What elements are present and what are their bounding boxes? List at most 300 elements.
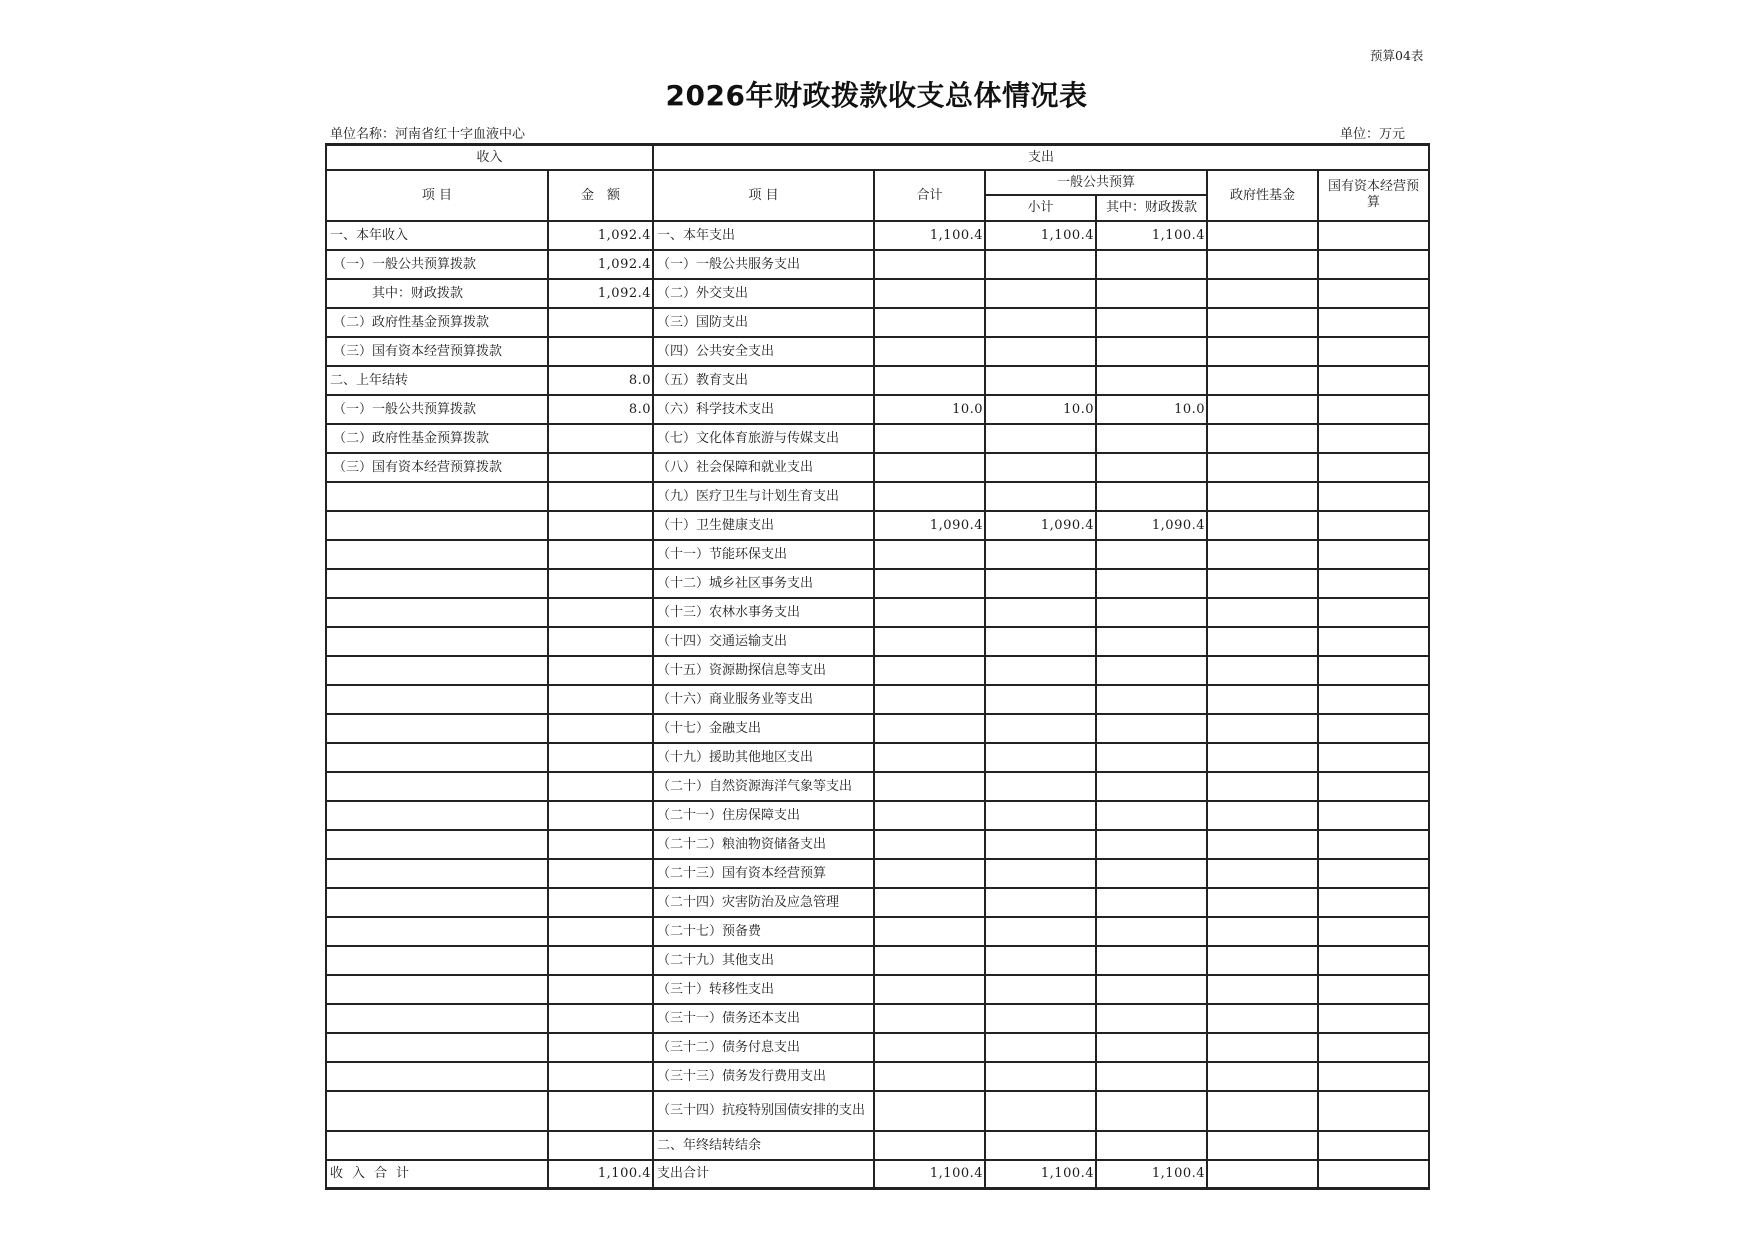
expense-item-cell: （三）国防支出 [653, 308, 874, 337]
gov-fund-cell [1207, 1062, 1318, 1091]
table-row [326, 366, 1429, 395]
table-row [326, 598, 1429, 627]
income-item-cell [326, 685, 548, 714]
table-row [326, 569, 1429, 598]
state-capital-cell [1318, 1062, 1429, 1091]
gov-fund-cell [1207, 975, 1318, 1004]
gov-fund-cell [1207, 337, 1318, 366]
income-item-cell [326, 1091, 548, 1131]
expense-total-cell [874, 250, 985, 279]
general-budget-subtotal-cell [985, 1091, 1096, 1131]
income-item-cell [326, 569, 548, 598]
gov-fund-cell [1207, 569, 1318, 598]
gov-fund-cell [1207, 1131, 1318, 1160]
gov-fund-cell [1207, 308, 1318, 337]
income-amount-cell [548, 772, 653, 801]
income-amount-cell [548, 946, 653, 975]
total-state-capital-cell [1318, 1160, 1429, 1189]
state-capital-cell [1318, 221, 1429, 250]
state-capital-cell [1318, 366, 1429, 395]
general-budget-subtotal-cell [985, 975, 1096, 1004]
state-capital-cell [1318, 743, 1429, 772]
total-expense-total-cell: 1,100.4 [874, 1160, 985, 1189]
table-row [326, 830, 1429, 859]
gov-fund-cell [1207, 482, 1318, 511]
expense-item-cell: 一、本年支出 [653, 221, 874, 250]
table-row [326, 946, 1429, 975]
col-expense-item: 项 目 [653, 170, 874, 221]
gov-fund-cell [1207, 453, 1318, 482]
fiscal-appropriation-cell [1096, 1091, 1207, 1131]
fiscal-appropriation-cell [1096, 714, 1207, 743]
fiscal-appropriation-cell [1096, 308, 1207, 337]
general-budget-subtotal-cell [985, 279, 1096, 308]
general-budget-subtotal-cell [985, 801, 1096, 830]
state-capital-cell [1318, 859, 1429, 888]
gov-fund-cell [1207, 946, 1318, 975]
col-of-which-fiscal: 其中：财政拨款 [1096, 195, 1207, 221]
table-row [326, 337, 1429, 366]
general-budget-subtotal-cell [985, 424, 1096, 453]
income-item-cell [326, 801, 548, 830]
state-capital-cell [1318, 888, 1429, 917]
total-general-budget-subtotal-cell: 1,100.4 [985, 1160, 1096, 1189]
fiscal-appropriation-cell [1096, 888, 1207, 917]
expense-item-cell: （二十三）国有资本经营预算 [653, 859, 874, 888]
expense-item-cell: （十）卫生健康支出 [653, 511, 874, 540]
state-capital-cell [1318, 250, 1429, 279]
expense-item-cell: （三十二）债务付息支出 [653, 1033, 874, 1062]
expense-total-cell [874, 1004, 985, 1033]
table-row [326, 221, 1429, 250]
fiscal-appropriation-cell [1096, 946, 1207, 975]
fiscal-appropriation-cell: 1,090.4 [1096, 511, 1207, 540]
income-item-cell [326, 830, 548, 859]
gov-fund-cell [1207, 888, 1318, 917]
state-capital-cell [1318, 569, 1429, 598]
fiscal-appropriation-cell [1096, 250, 1207, 279]
general-budget-subtotal-cell [985, 1131, 1096, 1160]
general-budget-subtotal-cell [985, 830, 1096, 859]
expense-total-cell [874, 685, 985, 714]
income-amount-cell [548, 801, 653, 830]
income-amount-cell [548, 1131, 653, 1160]
income-item-cell [326, 511, 548, 540]
general-budget-subtotal-cell [985, 888, 1096, 917]
state-capital-cell [1318, 917, 1429, 946]
col-general-budget: 一般公共预算 [985, 170, 1207, 195]
expense-item-cell: （二十二）粮油物资储备支出 [653, 830, 874, 859]
expense-item-cell: （二十）自然资源海洋气象等支出 [653, 772, 874, 801]
income-item-cell [326, 772, 548, 801]
expense-total-cell [874, 279, 985, 308]
expense-total-cell [874, 598, 985, 627]
expense-total-cell [874, 1091, 985, 1131]
income-amount-cell [548, 975, 653, 1004]
expense-total-cell: 10.0 [874, 395, 985, 424]
state-capital-cell [1318, 424, 1429, 453]
general-budget-subtotal-cell [985, 569, 1096, 598]
general-budget-subtotal-cell [985, 337, 1096, 366]
expense-item-cell: 二、年终结转结余 [653, 1131, 874, 1160]
income-amount-cell [548, 685, 653, 714]
table-row [326, 279, 1429, 308]
state-capital-cell [1318, 540, 1429, 569]
expense-total-cell [874, 946, 985, 975]
expense-total-cell [874, 366, 985, 395]
expense-total-cell [874, 917, 985, 946]
expense-total-cell [874, 656, 985, 685]
state-capital-cell [1318, 395, 1429, 424]
fiscal-appropriation-cell [1096, 1131, 1207, 1160]
col-state-capital: 国有资本经营预算 [1318, 170, 1429, 221]
expense-total-cell [874, 569, 985, 598]
income-item-cell [326, 888, 548, 917]
expense-item-cell: （三十）转移性支出 [653, 975, 874, 1004]
table-row [326, 1131, 1429, 1160]
fiscal-appropriation-cell [1096, 424, 1207, 453]
income-amount-cell [548, 1033, 653, 1062]
table-row [326, 1004, 1429, 1033]
expense-item-cell: （二十七）预备费 [653, 917, 874, 946]
general-budget-subtotal-cell [985, 627, 1096, 656]
expense-total-cell: 1,100.4 [874, 221, 985, 250]
fiscal-appropriation-cell [1096, 366, 1207, 395]
budget-table [325, 143, 1430, 1190]
income-amount-cell [548, 598, 653, 627]
income-amount-cell [548, 1062, 653, 1091]
total-gov-fund-cell [1207, 1160, 1318, 1189]
table-row [326, 627, 1429, 656]
expense-total-cell [874, 801, 985, 830]
gov-fund-cell [1207, 830, 1318, 859]
income-item-cell [326, 482, 548, 511]
income-item-cell [326, 975, 548, 1004]
table-row [326, 250, 1429, 279]
col-income-amount: 金 额 [548, 170, 653, 221]
expense-item-cell: （十七）金融支出 [653, 714, 874, 743]
table-row [326, 656, 1429, 685]
table-row [326, 308, 1429, 337]
table-row [326, 424, 1429, 453]
table-row [326, 540, 1429, 569]
expense-total-cell [874, 627, 985, 656]
table-row [326, 395, 1429, 424]
income-item-cell: （一）一般公共预算拨款 [326, 250, 548, 279]
expense-item-cell: （十四）交通运输支出 [653, 627, 874, 656]
state-capital-cell [1318, 1004, 1429, 1033]
section-header-row [326, 145, 1429, 170]
fiscal-appropriation-cell [1096, 453, 1207, 482]
general-budget-subtotal-cell: 10.0 [985, 395, 1096, 424]
table-row [326, 801, 1429, 830]
expense-total-cell [874, 772, 985, 801]
gov-fund-cell [1207, 917, 1318, 946]
expense-total-cell: 1,090.4 [874, 511, 985, 540]
expense-total-cell [874, 1062, 985, 1091]
form-number: 预算04表 [1370, 48, 1424, 63]
income-amount-cell: 1,092.4 [548, 250, 653, 279]
income-amount-cell [548, 308, 653, 337]
table-row [326, 453, 1429, 482]
state-capital-cell [1318, 714, 1429, 743]
state-capital-cell [1318, 1131, 1429, 1160]
expense-item-cell: （十九）援助其他地区支出 [653, 743, 874, 772]
income-amount-cell [548, 656, 653, 685]
expense-item-cell: （五）教育支出 [653, 366, 874, 395]
gov-fund-cell [1207, 1091, 1318, 1131]
total-fiscal-appropriation-cell: 1,100.4 [1096, 1160, 1207, 1189]
expense-section-header: 支出 [653, 145, 1429, 170]
fiscal-appropriation-cell [1096, 656, 1207, 685]
income-amount-cell [548, 511, 653, 540]
income-item-cell [326, 1131, 548, 1160]
fiscal-appropriation-cell [1096, 279, 1207, 308]
expense-item-cell: （七）文化体育旅游与传媒支出 [653, 424, 874, 453]
fiscal-appropriation-cell [1096, 337, 1207, 366]
fiscal-appropriation-cell [1096, 975, 1207, 1004]
gov-fund-cell [1207, 598, 1318, 627]
income-item-cell [326, 743, 548, 772]
income-item-cell [326, 1062, 548, 1091]
general-budget-subtotal-cell [985, 656, 1096, 685]
state-capital-cell [1318, 1091, 1429, 1131]
income-item-cell [326, 1033, 548, 1062]
table-row [326, 482, 1429, 511]
gov-fund-cell [1207, 424, 1318, 453]
general-budget-subtotal-cell [985, 1004, 1096, 1033]
col-total: 合计 [874, 170, 985, 221]
expense-total-cell [874, 888, 985, 917]
table-row [326, 888, 1429, 917]
fiscal-appropriation-cell [1096, 685, 1207, 714]
income-item-cell [326, 1004, 548, 1033]
income-amount-cell: 1,092.4 [548, 279, 653, 308]
income-amount-cell [548, 540, 653, 569]
gov-fund-cell [1207, 366, 1318, 395]
income-amount-cell [548, 830, 653, 859]
fiscal-appropriation-cell [1096, 772, 1207, 801]
state-capital-cell [1318, 772, 1429, 801]
expense-item-cell: （二十一）住房保障支出 [653, 801, 874, 830]
col-income-item: 项 目 [326, 170, 548, 221]
state-capital-cell [1318, 656, 1429, 685]
income-item-cell: （二）政府性基金预算拨款 [326, 308, 548, 337]
gov-fund-cell [1207, 714, 1318, 743]
state-capital-cell [1318, 685, 1429, 714]
gov-fund-cell [1207, 279, 1318, 308]
state-capital-cell [1318, 308, 1429, 337]
income-amount-cell [548, 424, 653, 453]
total-income-item-cell: 收入合计 [326, 1160, 548, 1189]
table-row [326, 1062, 1429, 1091]
fiscal-appropriation-cell [1096, 482, 1207, 511]
table-row [326, 917, 1429, 946]
general-budget-subtotal-cell [985, 859, 1096, 888]
income-amount-cell [548, 1004, 653, 1033]
expense-item-cell: （十一）节能环保支出 [653, 540, 874, 569]
state-capital-cell [1318, 975, 1429, 1004]
state-capital-cell [1318, 1033, 1429, 1062]
income-item-cell: 二、上年结转 [326, 366, 548, 395]
expense-item-cell: （二）外交支出 [653, 279, 874, 308]
income-amount-cell [548, 482, 653, 511]
fiscal-appropriation-cell [1096, 1004, 1207, 1033]
table-row [326, 772, 1429, 801]
income-item-cell: （二）政府性基金预算拨款 [326, 424, 548, 453]
gov-fund-cell [1207, 221, 1318, 250]
table-row [326, 714, 1429, 743]
income-amount-cell: 8.0 [548, 366, 653, 395]
fiscal-appropriation-cell: 1,100.4 [1096, 221, 1207, 250]
state-capital-cell [1318, 627, 1429, 656]
expense-total-cell [874, 453, 985, 482]
income-item-cell [326, 627, 548, 656]
fiscal-appropriation-cell [1096, 569, 1207, 598]
gov-fund-cell [1207, 685, 1318, 714]
col-gov-fund: 政府性基金 [1207, 170, 1318, 221]
expense-item-cell: （二十九）其他支出 [653, 946, 874, 975]
expense-total-cell [874, 308, 985, 337]
gov-fund-cell [1207, 1004, 1318, 1033]
expense-total-cell [874, 540, 985, 569]
general-budget-subtotal-cell [985, 946, 1096, 975]
gov-fund-cell [1207, 859, 1318, 888]
income-item-cell [326, 598, 548, 627]
general-budget-subtotal-cell [985, 482, 1096, 511]
column-header-row [326, 170, 1429, 195]
income-item-cell [326, 656, 548, 685]
income-item-cell: 一、本年收入 [326, 221, 548, 250]
income-amount-cell [548, 714, 653, 743]
expense-item-cell: （十三）农林水事务支出 [653, 598, 874, 627]
expense-total-cell [874, 743, 985, 772]
general-budget-subtotal-cell [985, 1033, 1096, 1062]
general-budget-subtotal-cell [985, 250, 1096, 279]
general-budget-subtotal-cell [985, 1062, 1096, 1091]
general-budget-subtotal-cell: 1,090.4 [985, 511, 1096, 540]
income-item-cell [326, 917, 548, 946]
fiscal-appropriation-cell [1096, 540, 1207, 569]
expense-total-cell [874, 482, 985, 511]
gov-fund-cell [1207, 772, 1318, 801]
income-section-header: 收入 [326, 145, 653, 170]
fiscal-appropriation-cell [1096, 801, 1207, 830]
expense-total-cell [874, 337, 985, 366]
gov-fund-cell [1207, 743, 1318, 772]
income-item-cell: （三）国有资本经营预算拨款 [326, 337, 548, 366]
unit-name-label: 单位名称：河南省红十字血液中心 [330, 127, 526, 142]
income-amount-cell [548, 569, 653, 598]
state-capital-cell [1318, 337, 1429, 366]
state-capital-cell [1318, 946, 1429, 975]
total-expense-item-cell: 支出合计 [653, 1160, 874, 1189]
income-amount-cell [548, 627, 653, 656]
fiscal-appropriation-cell [1096, 598, 1207, 627]
table-row [326, 685, 1429, 714]
gov-fund-cell [1207, 540, 1318, 569]
fiscal-appropriation-cell [1096, 1062, 1207, 1091]
general-budget-subtotal-cell [985, 714, 1096, 743]
general-budget-subtotal-cell [985, 772, 1096, 801]
gov-fund-cell [1207, 1033, 1318, 1062]
expense-item-cell: （八）社会保障和就业支出 [653, 453, 874, 482]
gov-fund-cell [1207, 656, 1318, 685]
table-row [326, 975, 1429, 1004]
gov-fund-cell [1207, 627, 1318, 656]
general-budget-subtotal-cell [985, 685, 1096, 714]
income-item-cell [326, 859, 548, 888]
state-capital-cell [1318, 830, 1429, 859]
expense-total-cell [874, 1033, 985, 1062]
income-item-cell [326, 714, 548, 743]
income-amount-cell: 8.0 [548, 395, 653, 424]
table-row [326, 743, 1429, 772]
income-amount-cell [548, 888, 653, 917]
page-title: 2026年财政拨款收支总体情况表 [665, 79, 1088, 112]
income-amount-cell [548, 917, 653, 946]
general-budget-subtotal-cell [985, 598, 1096, 627]
fiscal-appropriation-cell: 10.0 [1096, 395, 1207, 424]
fiscal-appropriation-cell [1096, 1033, 1207, 1062]
fiscal-appropriation-cell [1096, 830, 1207, 859]
general-budget-subtotal-cell [985, 366, 1096, 395]
income-amount-cell [548, 453, 653, 482]
expense-item-cell: （一）一般公共服务支出 [653, 250, 874, 279]
table-row [326, 1033, 1429, 1062]
gov-fund-cell [1207, 801, 1318, 830]
gov-fund-cell [1207, 511, 1318, 540]
expense-item-cell: （二十四）灾害防治及应急管理 [653, 888, 874, 917]
table-row [326, 511, 1429, 540]
expense-total-cell [874, 830, 985, 859]
income-item-cell: 其中：财政拨款 [326, 279, 548, 308]
expense-total-cell [874, 975, 985, 1004]
state-capital-cell [1318, 279, 1429, 308]
expense-item-cell: （六）科学技术支出 [653, 395, 874, 424]
state-capital-cell [1318, 801, 1429, 830]
state-capital-cell [1318, 511, 1429, 540]
fiscal-appropriation-cell [1096, 627, 1207, 656]
expense-total-cell [874, 714, 985, 743]
totals-row [326, 1160, 1429, 1189]
expense-item-cell: （四）公共安全支出 [653, 337, 874, 366]
expense-total-cell [874, 424, 985, 453]
state-capital-cell [1318, 482, 1429, 511]
expense-item-cell: （九）医疗卫生与计划生育支出 [653, 482, 874, 511]
state-capital-cell [1318, 598, 1429, 627]
general-budget-subtotal-cell: 1,100.4 [985, 221, 1096, 250]
fiscal-appropriation-cell [1096, 859, 1207, 888]
income-amount-cell [548, 1091, 653, 1131]
expense-item-cell: （十六）商业服务业等支出 [653, 685, 874, 714]
currency-unit-label: 单位：万元 [1340, 127, 1406, 142]
income-item-cell: （一）一般公共预算拨款 [326, 395, 548, 424]
general-budget-subtotal-cell [985, 917, 1096, 946]
income-item-cell [326, 946, 548, 975]
income-amount-cell [548, 859, 653, 888]
expense-item-cell: （十二）城乡社区事务支出 [653, 569, 874, 598]
general-budget-subtotal-cell [985, 743, 1096, 772]
income-item-cell: （三）国有资本经营预算拨款 [326, 453, 548, 482]
fiscal-appropriation-cell [1096, 917, 1207, 946]
expense-item-cell: （十五）资源勘探信息等支出 [653, 656, 874, 685]
col-subtotal: 小计 [985, 195, 1096, 221]
expense-total-cell [874, 1131, 985, 1160]
expense-item-cell: （三十三）债务发行费用支出 [653, 1062, 874, 1091]
table-row [326, 1091, 1429, 1131]
expense-item-cell: （三十四）抗疫特别国债安排的支出 [653, 1091, 874, 1131]
